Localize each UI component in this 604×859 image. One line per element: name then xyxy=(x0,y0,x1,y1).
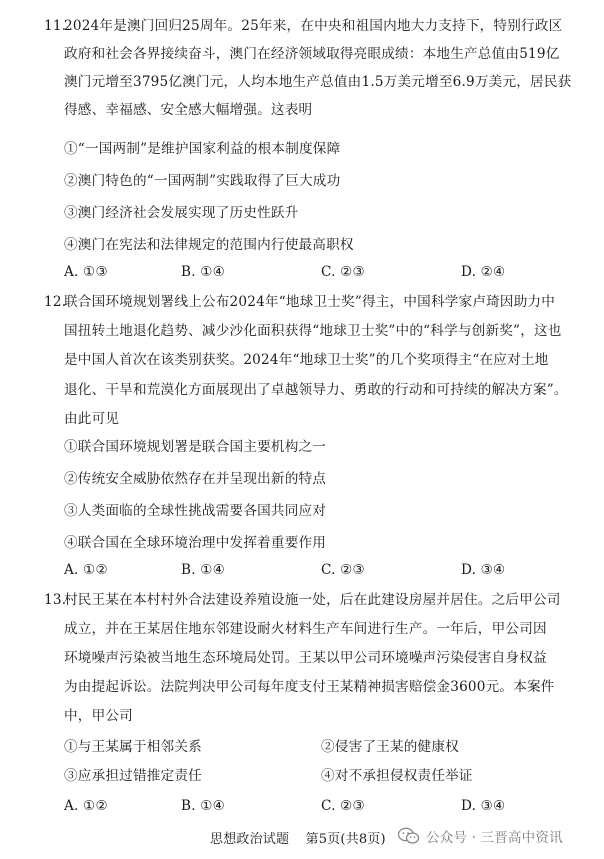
statement-item: ④对不承担侵权责任举证 xyxy=(321,768,473,784)
choice-c[interactable]: C. ②③ xyxy=(321,264,365,280)
choice-a[interactable]: A. ①③ xyxy=(64,264,108,280)
question-stem-line: 环境噪声污染被当地生态环境局处罚。王某以甲公司环境噪声污染侵害自身权益 xyxy=(64,650,547,666)
choice-d[interactable]: D. ③④ xyxy=(461,562,506,578)
choice-c[interactable]: C. ②③ xyxy=(321,562,365,578)
statement-item: ③应承担过错推定责任 xyxy=(64,768,202,784)
choice-c[interactable]: C. ②③ xyxy=(321,798,365,814)
statement-item: ①与王某属于相邻关系 xyxy=(64,739,202,755)
watermark xyxy=(398,821,563,851)
page-number: 第5页(共8页) xyxy=(305,832,386,847)
choice-a[interactable]: A. ①② xyxy=(64,798,108,814)
wechat-icon xyxy=(398,827,420,845)
choice-b[interactable]: B. ①④ xyxy=(181,562,226,578)
question-number: 11. xyxy=(44,18,67,34)
statement-item: ④澳门在宪法和法律规定的范围内行使最高职权 xyxy=(64,237,354,253)
question-stem-line: 政府和社会各界接续奋斗，澳门在经济领域取得亮眼成绩：本地生产总值由519亿 xyxy=(64,46,560,62)
statement-item: ①“一国两制”是维护国家利益的根本制度保障 xyxy=(64,141,341,157)
choice-b[interactable]: B. ①④ xyxy=(181,798,226,814)
question-stem-line: 得感、幸福感、安全感大幅增强。这表明 xyxy=(64,102,313,118)
question-stem-line: 由此可见 xyxy=(64,411,120,427)
question-stem-line: 联合国环境规划署线上公布2024年“地球卫士奖”得主，中国科学家卢琦因助力中 xyxy=(64,294,556,310)
question-stem-line: 成立，并在王某居住地东邻建设耐火材料生产车间进行生产。一年后，甲公司因 xyxy=(64,621,547,637)
exam-title: 思想政治试题 xyxy=(210,832,290,847)
question-stem-line: 村民王某在本村村外合法建设养殖设施一处，后在此建设房屋并居住。之后甲公司 xyxy=(64,592,561,608)
choice-d[interactable]: D. ③④ xyxy=(461,798,506,814)
statement-item: ②传统安全威胁依然存在并呈现出新的特点 xyxy=(64,471,327,487)
choice-b[interactable]: B. ①④ xyxy=(181,264,226,280)
statement-item: ②侵害了王某的健康权 xyxy=(321,739,459,755)
question-stem-line: 国扭转土地退化趋势、减少沙化面积获得“地球卫士奖”中的“科学与创新奖”，这也 xyxy=(64,323,562,339)
question-stem-line: 是中国人首次在该类别获奖。2024年“地球卫士奖”的几个奖项得主“在应对土地 xyxy=(64,352,549,368)
choice-d[interactable]: D. ②④ xyxy=(461,264,506,280)
statement-item: ②澳门特色的“一国两制”实践取得了巨大成功 xyxy=(64,173,341,189)
question-stem-line: 为由提起诉讼。法院判决甲公司每年度支付王某精神损害赔偿金3600元。本案件 xyxy=(64,679,555,695)
question-stem-line: 2024年是澳门回归25周年。25年来，在中央和祖国内地大力支持下，特别行政区 xyxy=(64,18,563,34)
statement-item: ①联合国环境规划署是联合国主要机构之一 xyxy=(64,439,327,455)
choice-a[interactable]: A. ①② xyxy=(64,562,108,578)
page-footer xyxy=(210,828,398,847)
question-stem-line: 澳门元增至3795亿澳门元，人均本地生产总值由1.5万美元增至6.9万美元，居民获 xyxy=(64,74,572,90)
statement-item: ③人类面临的全球性挑战需要各国共同应对 xyxy=(64,503,327,519)
watermark-text: 公众号 · 三晋高中资讯 xyxy=(426,830,563,846)
statement-item: ④联合国在全球环境治理中发挥着重要作用 xyxy=(64,535,327,551)
question-number: 12. xyxy=(44,294,67,310)
question-stem-line: 退化、干旱和荒漠化方面展现出了卓越领导力、勇敢的行动和可持续的解决方案”。 xyxy=(64,382,568,398)
statement-item: ③澳门经济社会发展实现了历史性跃升 xyxy=(64,205,299,221)
question-stem-line: 中，甲公司 xyxy=(64,708,133,724)
question-number: 13. xyxy=(44,592,67,608)
